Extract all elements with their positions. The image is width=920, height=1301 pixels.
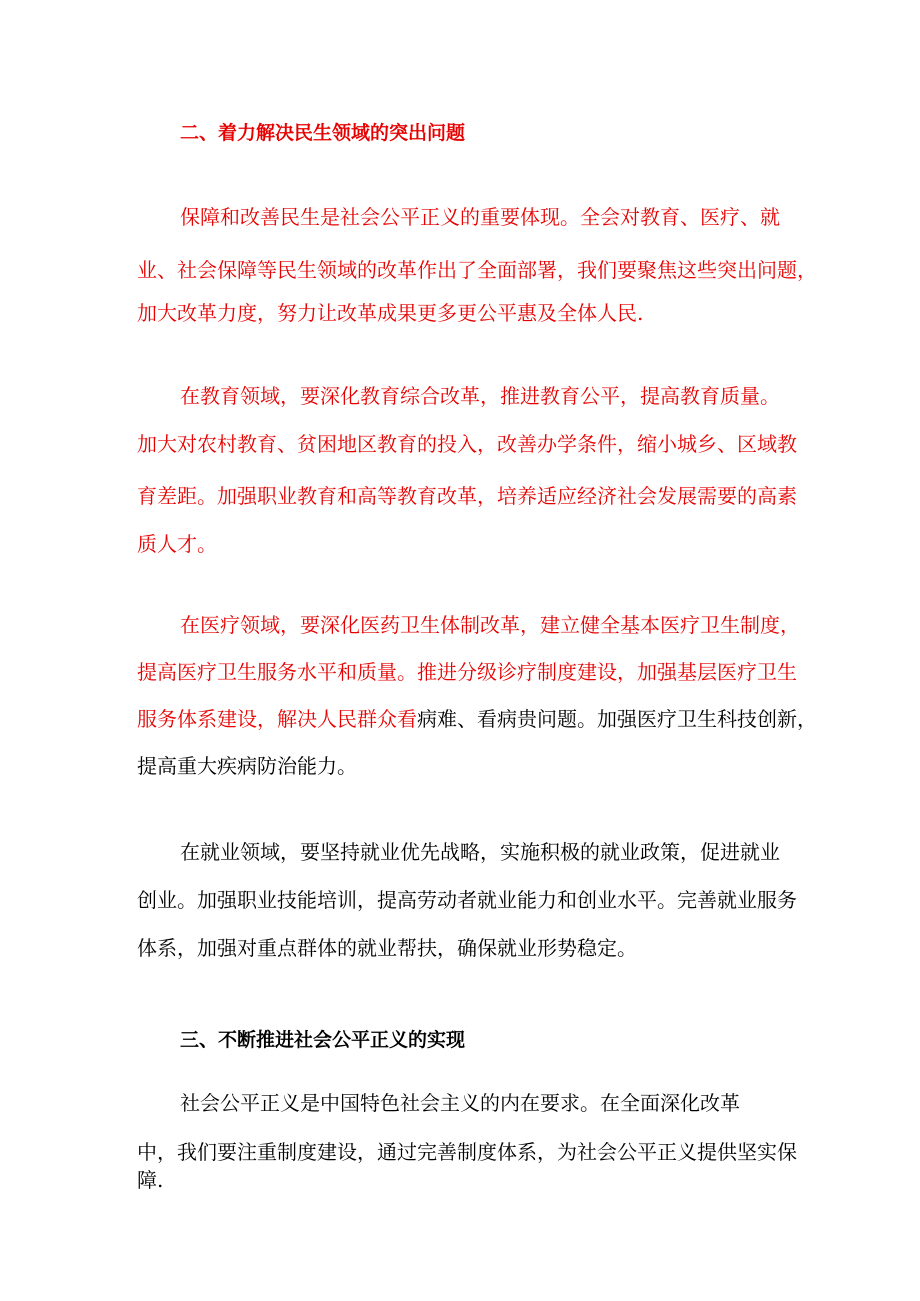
paragraph-1-line-3: 加大改革力度，努力让改革成果更多更公平惠及全体人民. bbox=[137, 301, 644, 325]
paragraph-3-line-3-red-part: 服务体系建设，解决人民群众看 bbox=[137, 707, 417, 731]
paragraph-3-line-2: 提高医疗卫生服务水平和质量。推进分级诊疗制度建设，加强基层医疗卫生 bbox=[137, 660, 797, 684]
paragraph-3-line-3 bbox=[137, 705, 817, 733]
section-3-heading: 三、不断推进社会公平正义的实现 bbox=[180, 1029, 466, 1051]
section-2-heading: 二、着力解决民生领域的突出问题 bbox=[180, 122, 466, 144]
paragraph-1-line-2: 业、社会保障等民生领域的改革作出了全面部署，我们要聚焦这些突出问题， bbox=[137, 258, 817, 282]
paragraph-2-line-3: 育差距。加强职业教育和高等教育改革，培养适应经济社会发展需要的高素 bbox=[137, 484, 797, 508]
paragraph-3-line-3-black-part: 病难、看病贵问题。加强医疗卫生科技创新， bbox=[417, 707, 817, 731]
section-3-paragraph-line-3: 障. bbox=[137, 1168, 164, 1192]
paragraph-3-line-1: 在医疗领域，要深化医药卫生体制改革，建立健全基本医疗卫生制度， bbox=[180, 613, 800, 637]
paragraph-2-line-4: 质人才。 bbox=[137, 532, 217, 556]
section-3-paragraph-line-1: 社会公平正义是中国特色社会主义的内在要求。在全面深化改革 bbox=[180, 1091, 740, 1115]
paragraph-2-line-2: 加大对农村教育、贫困地区教育的投入，改善办学条件，缩小城乡、区域教 bbox=[137, 432, 797, 456]
paragraph-4-line-2: 创业。加强职业技能培训，提高劳动者就业能力和创业水平。完善就业服务 bbox=[137, 888, 797, 912]
paragraph-1-line-1: 保障和改善民生是社会公平正义的重要体现。全会对教育、医疗、就 bbox=[180, 205, 780, 229]
paragraph-4-line-1: 在就业领域，要坚持就业优先战略，实施积极的就业政策，促进就业 bbox=[180, 840, 780, 864]
paragraph-2-line-1: 在教育领域，要深化教育综合改革，推进教育公平，提高教育质量。 bbox=[180, 384, 780, 408]
paragraph-4-line-3: 体系，加强对重点群体的就业帮扶，确保就业形势稳定。 bbox=[137, 936, 637, 960]
paragraph-3-line-4: 提高重大疾病防治能力。 bbox=[137, 754, 357, 778]
section-3-paragraph-line-2: 中，我们要注重制度建设，通过完善制度体系，为社会公平正义提供坚实保 bbox=[137, 1140, 797, 1164]
